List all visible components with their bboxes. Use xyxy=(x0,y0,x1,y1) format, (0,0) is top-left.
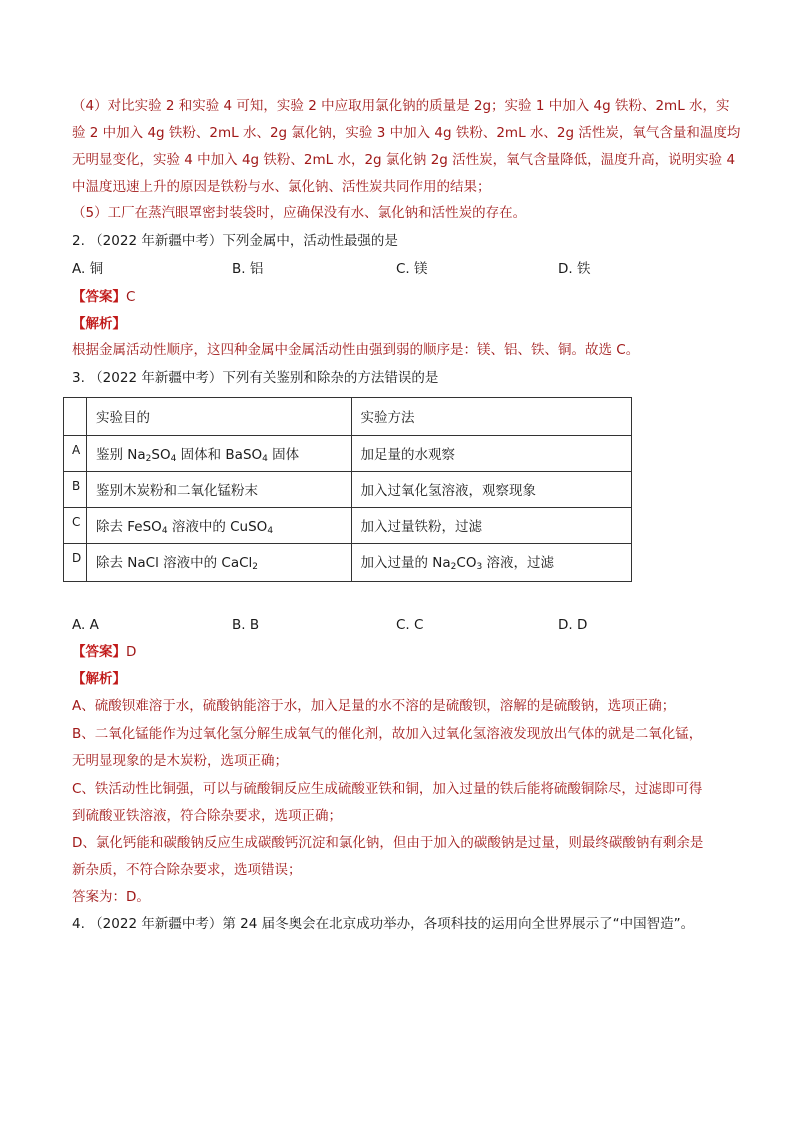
q3-table xyxy=(63,397,632,582)
q3-analysis-line: 新杂质，不符合除杂要求，选项错误； xyxy=(72,862,302,878)
row-method: 加入过量铁粉，过滤 xyxy=(351,508,632,544)
q3-option-c: C. C xyxy=(396,617,424,633)
part4-line-1: （4）对比实验 2 和实验 4 可知，实验 2 中应取用氯化钠的质量是 2g；实验 1 中加入 4g 铁粉、2mL 水，实 xyxy=(72,98,730,114)
answer-tag: 【答案】 xyxy=(72,289,126,305)
table-header-cell: 实验目的 xyxy=(86,398,351,436)
row-purpose: 鉴别 $Na_2SO_4$ 固体和 BaSO$_4$ 固体 xyxy=(86,436,351,472)
row-label: C xyxy=(64,508,87,544)
q3-analysis-line: D、氯化钙能和碳酸钠反应生成碳酸钙沉淀和氯化钠，但由于加入的碳酸钠是过量，则最终碳酸钠有剩余是 xyxy=(72,835,704,851)
row-method: 加入过氧化氢溶液，观察现象 xyxy=(351,472,632,508)
q3-stem: 3. （2022 年新疆中考）下列有关鉴别和除杂的方法错误的是 xyxy=(72,370,439,386)
q2-analysis-tag xyxy=(72,314,732,334)
row-purpose: 鉴别木炭粉和二氧化锰粉末 xyxy=(86,472,351,508)
q2-answer xyxy=(72,287,732,307)
q2-option-a: A. 铜 xyxy=(72,261,104,277)
answer-value: D xyxy=(126,644,137,660)
analysis-tag: 【解析】 xyxy=(72,671,126,687)
q3-conclusion: 答案为：D。 xyxy=(72,889,150,905)
q3-analysis-tag xyxy=(72,669,732,689)
analysis-tag: 【解析】 xyxy=(72,316,126,332)
table-header-cell: 实验方法 xyxy=(351,398,632,436)
q3-analysis-line: C、铁活动性比铜强，可以与硫酸铜反应生成硫酸亚铁和铜，加入过量的铁后能将硫酸铜除尽，过滤即可得 xyxy=(72,781,703,797)
q3-option-a: A. A xyxy=(72,617,99,633)
part5-line: （5）工厂在蒸汽眼罩密封装袋时，应确保没有水、氯化钠和活性炭的存在。 xyxy=(72,205,527,221)
q2-option-c: C. 镁 xyxy=(396,261,428,277)
q3-option-d: D. D xyxy=(558,617,588,633)
q2-option-d: D. 铁 xyxy=(558,261,591,277)
table-row xyxy=(64,544,632,582)
part4-line-3: 无明显变化，实验 4 中加入 4g 铁粉、2mL 水，2g 氯化钠 2g 活性炭，氧气含量降低，温度升高，说明实验 4 xyxy=(72,152,736,168)
table-header-row xyxy=(64,398,632,436)
part4-line-4: 中温度迅速上升的原因是铁粉与水、氯化钠、活性炭共同作用的结果； xyxy=(72,179,491,195)
row-purpose: 除去 FeSO$_4$ 溶液中的 CuSO$_4$ xyxy=(86,508,351,544)
q3-option-b: B. B xyxy=(232,617,260,633)
q2-analysis: 根据金属活动性顺序，这四种金属中金属活动性由强到弱的顺序是：镁、铝、铁、铜。故选 C。 xyxy=(72,342,640,358)
row-label: D xyxy=(64,544,87,582)
table-row xyxy=(64,508,632,544)
answer-value: C xyxy=(126,289,136,305)
q3-answer xyxy=(72,642,732,662)
row-method: 加入过量的 $Na_2CO_3$ 溶液，过滤 xyxy=(351,544,632,582)
q3-analysis-line: 到硫酸亚铁溶液，符合除杂要求，选项正确； xyxy=(72,808,342,824)
table-row xyxy=(64,472,632,508)
table-row xyxy=(64,436,632,472)
answer-tag: 【答案】 xyxy=(72,644,126,660)
q2-stem: 2. （2022 年新疆中考）下列金属中，活动性最强的是 xyxy=(72,233,398,249)
q4-stem: 4. （2022 年新疆中考）第 24 届冬奥会在北京成功举办，各项科技的运用向全世界展示了“中国智造”。 xyxy=(72,916,695,932)
table-header-cell xyxy=(64,398,87,436)
q3-analysis-line: B、二氧化锰能作为过氧化氢分解生成氧气的催化剂，故加入过氧化氢溶液发现放出气体的就是二氧化锰， xyxy=(72,726,703,742)
q3-analysis-line: 无明显现象的是木炭粉，选项正确； xyxy=(72,753,288,769)
q2-option-b: B. 铝 xyxy=(232,261,264,277)
part4-line-2: 验 2 中加入 4g 铁粉、2mL 水、2g 氯化钠，实验 3 中加入 4g 铁粉、2mL 水、2g 活性炭，氧气含量和温度均 xyxy=(72,125,741,141)
row-label: A xyxy=(64,436,87,472)
q3-analysis-line: A、硫酸钡难溶于水，硫酸钠能溶于水，加入足量的水不溶的是硫酸钡，溶解的是硫酸钠，选项正确； xyxy=(72,698,676,714)
row-method: 加足量的水观察 xyxy=(351,436,632,472)
row-label: B xyxy=(64,472,87,508)
row-purpose: 除去 NaCl 溶液中的 CaCl$_2$ xyxy=(86,544,351,582)
